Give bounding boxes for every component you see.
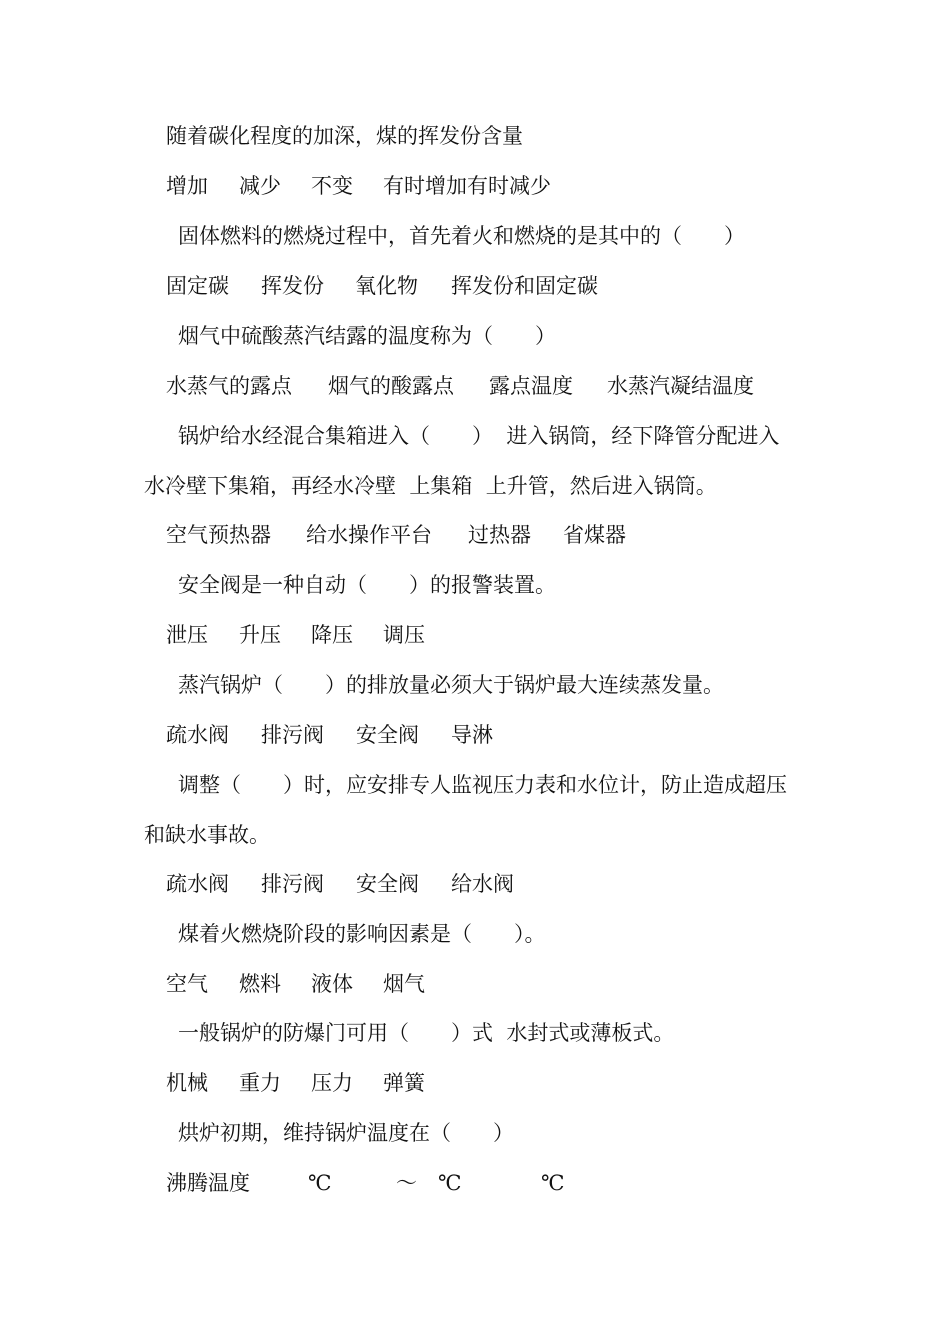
option-b: 升压 <box>239 623 281 647</box>
option-d: 烟气 <box>383 972 425 996</box>
option-c: 降压 <box>311 623 353 647</box>
option-d: ℃ <box>541 1171 565 1195</box>
option-a: 固定碳 <box>166 274 229 298</box>
option-c: 安全阀 <box>356 723 419 747</box>
option-a: 空气预热器 <box>166 523 271 547</box>
question-9-options <box>166 1070 425 1096</box>
option-c: 压力 <box>311 1071 353 1095</box>
question-4-stem-continued: 水冷壁下集箱，再经水冷壁 上集箱 上升管，然后进入锅筒。 <box>144 474 717 498</box>
option-b: 给水操作平台 <box>306 523 432 547</box>
question-3-options <box>166 373 754 399</box>
question-8-stem: 煤着火燃烧阶段的影响因素是（ ）。 <box>178 922 546 946</box>
question-7-options <box>166 871 514 897</box>
option-c: ～ ℃ <box>396 1171 462 1195</box>
question-5-stem: 安全阀是一种自动（ ）的报警装置。 <box>178 573 556 597</box>
option-b: 烟气的酸露点 <box>328 374 454 398</box>
question-1-options <box>166 173 551 199</box>
question-5-options <box>166 622 425 648</box>
question-10-options <box>166 1170 565 1196</box>
option-c: 不变 <box>311 174 353 198</box>
option-c: 液体 <box>311 972 353 996</box>
question-10-stem: 烘炉初期，维持锅炉温度在（ ） <box>178 1121 514 1145</box>
option-b: 排污阀 <box>261 872 324 896</box>
question-9-stem: 一般锅炉的防爆门可用（ ）式 水封式或薄板式。 <box>178 1021 675 1045</box>
question-8-options <box>166 971 425 997</box>
question-3-stem: 烟气中硫酸蒸汽结露的温度称为（ ） <box>178 324 556 348</box>
option-a: 疏水阀 <box>166 872 229 896</box>
option-b: ℃ <box>308 1171 332 1195</box>
question-1-stem: 随着碳化程度的加深，煤的挥发份含量 <box>166 124 523 148</box>
option-a: 空气 <box>166 972 208 996</box>
option-d: 省煤器 <box>563 523 626 547</box>
option-c: 过热器 <box>468 523 531 547</box>
option-a: 泄压 <box>166 623 208 647</box>
option-d: 弹簧 <box>383 1071 425 1095</box>
question-6-stem: 蒸汽锅炉（ ）的排放量必须大于锅炉最大连续蒸发量。 <box>178 673 724 697</box>
question-6-options <box>166 722 493 748</box>
option-d: 导淋 <box>451 723 493 747</box>
question-7-stem: 调整（ ）时，应安排专人监视压力表和水位计，防止造成超压 <box>178 773 787 797</box>
option-d: 给水阀 <box>451 872 514 896</box>
option-a: 增加 <box>166 174 208 198</box>
option-b: 挥发份 <box>261 274 324 298</box>
option-c: 氧化物 <box>355 274 418 298</box>
option-a: 疏水阀 <box>166 723 229 747</box>
option-d: 水蒸汽凝结温度 <box>607 374 754 398</box>
question-7-stem-continued: 和缺水事故。 <box>144 823 270 847</box>
question-2-stem: 固体燃料的燃烧过程中，首先着火和燃烧的是其中的（ ） <box>178 224 745 248</box>
option-d: 有时增加有时减少 <box>383 174 551 198</box>
option-b: 燃料 <box>239 972 281 996</box>
question-4-stem: 锅炉给水经混合集箱进入（ ） 进入锅筒，经下降管分配进入 <box>178 424 780 448</box>
option-c: 安全阀 <box>356 872 419 896</box>
question-2-options <box>166 273 598 299</box>
question-4-options <box>166 522 626 548</box>
option-d: 挥发份和固定碳 <box>451 274 598 298</box>
option-a: 机械 <box>166 1071 208 1095</box>
option-b: 排污阀 <box>261 723 324 747</box>
option-a: 水蒸气的露点 <box>166 374 292 398</box>
option-d: 调压 <box>383 623 425 647</box>
option-c: 露点温度 <box>489 374 573 398</box>
option-b: 减少 <box>239 174 281 198</box>
option-b: 重力 <box>239 1071 281 1095</box>
option-a: 沸腾温度 <box>166 1171 250 1195</box>
